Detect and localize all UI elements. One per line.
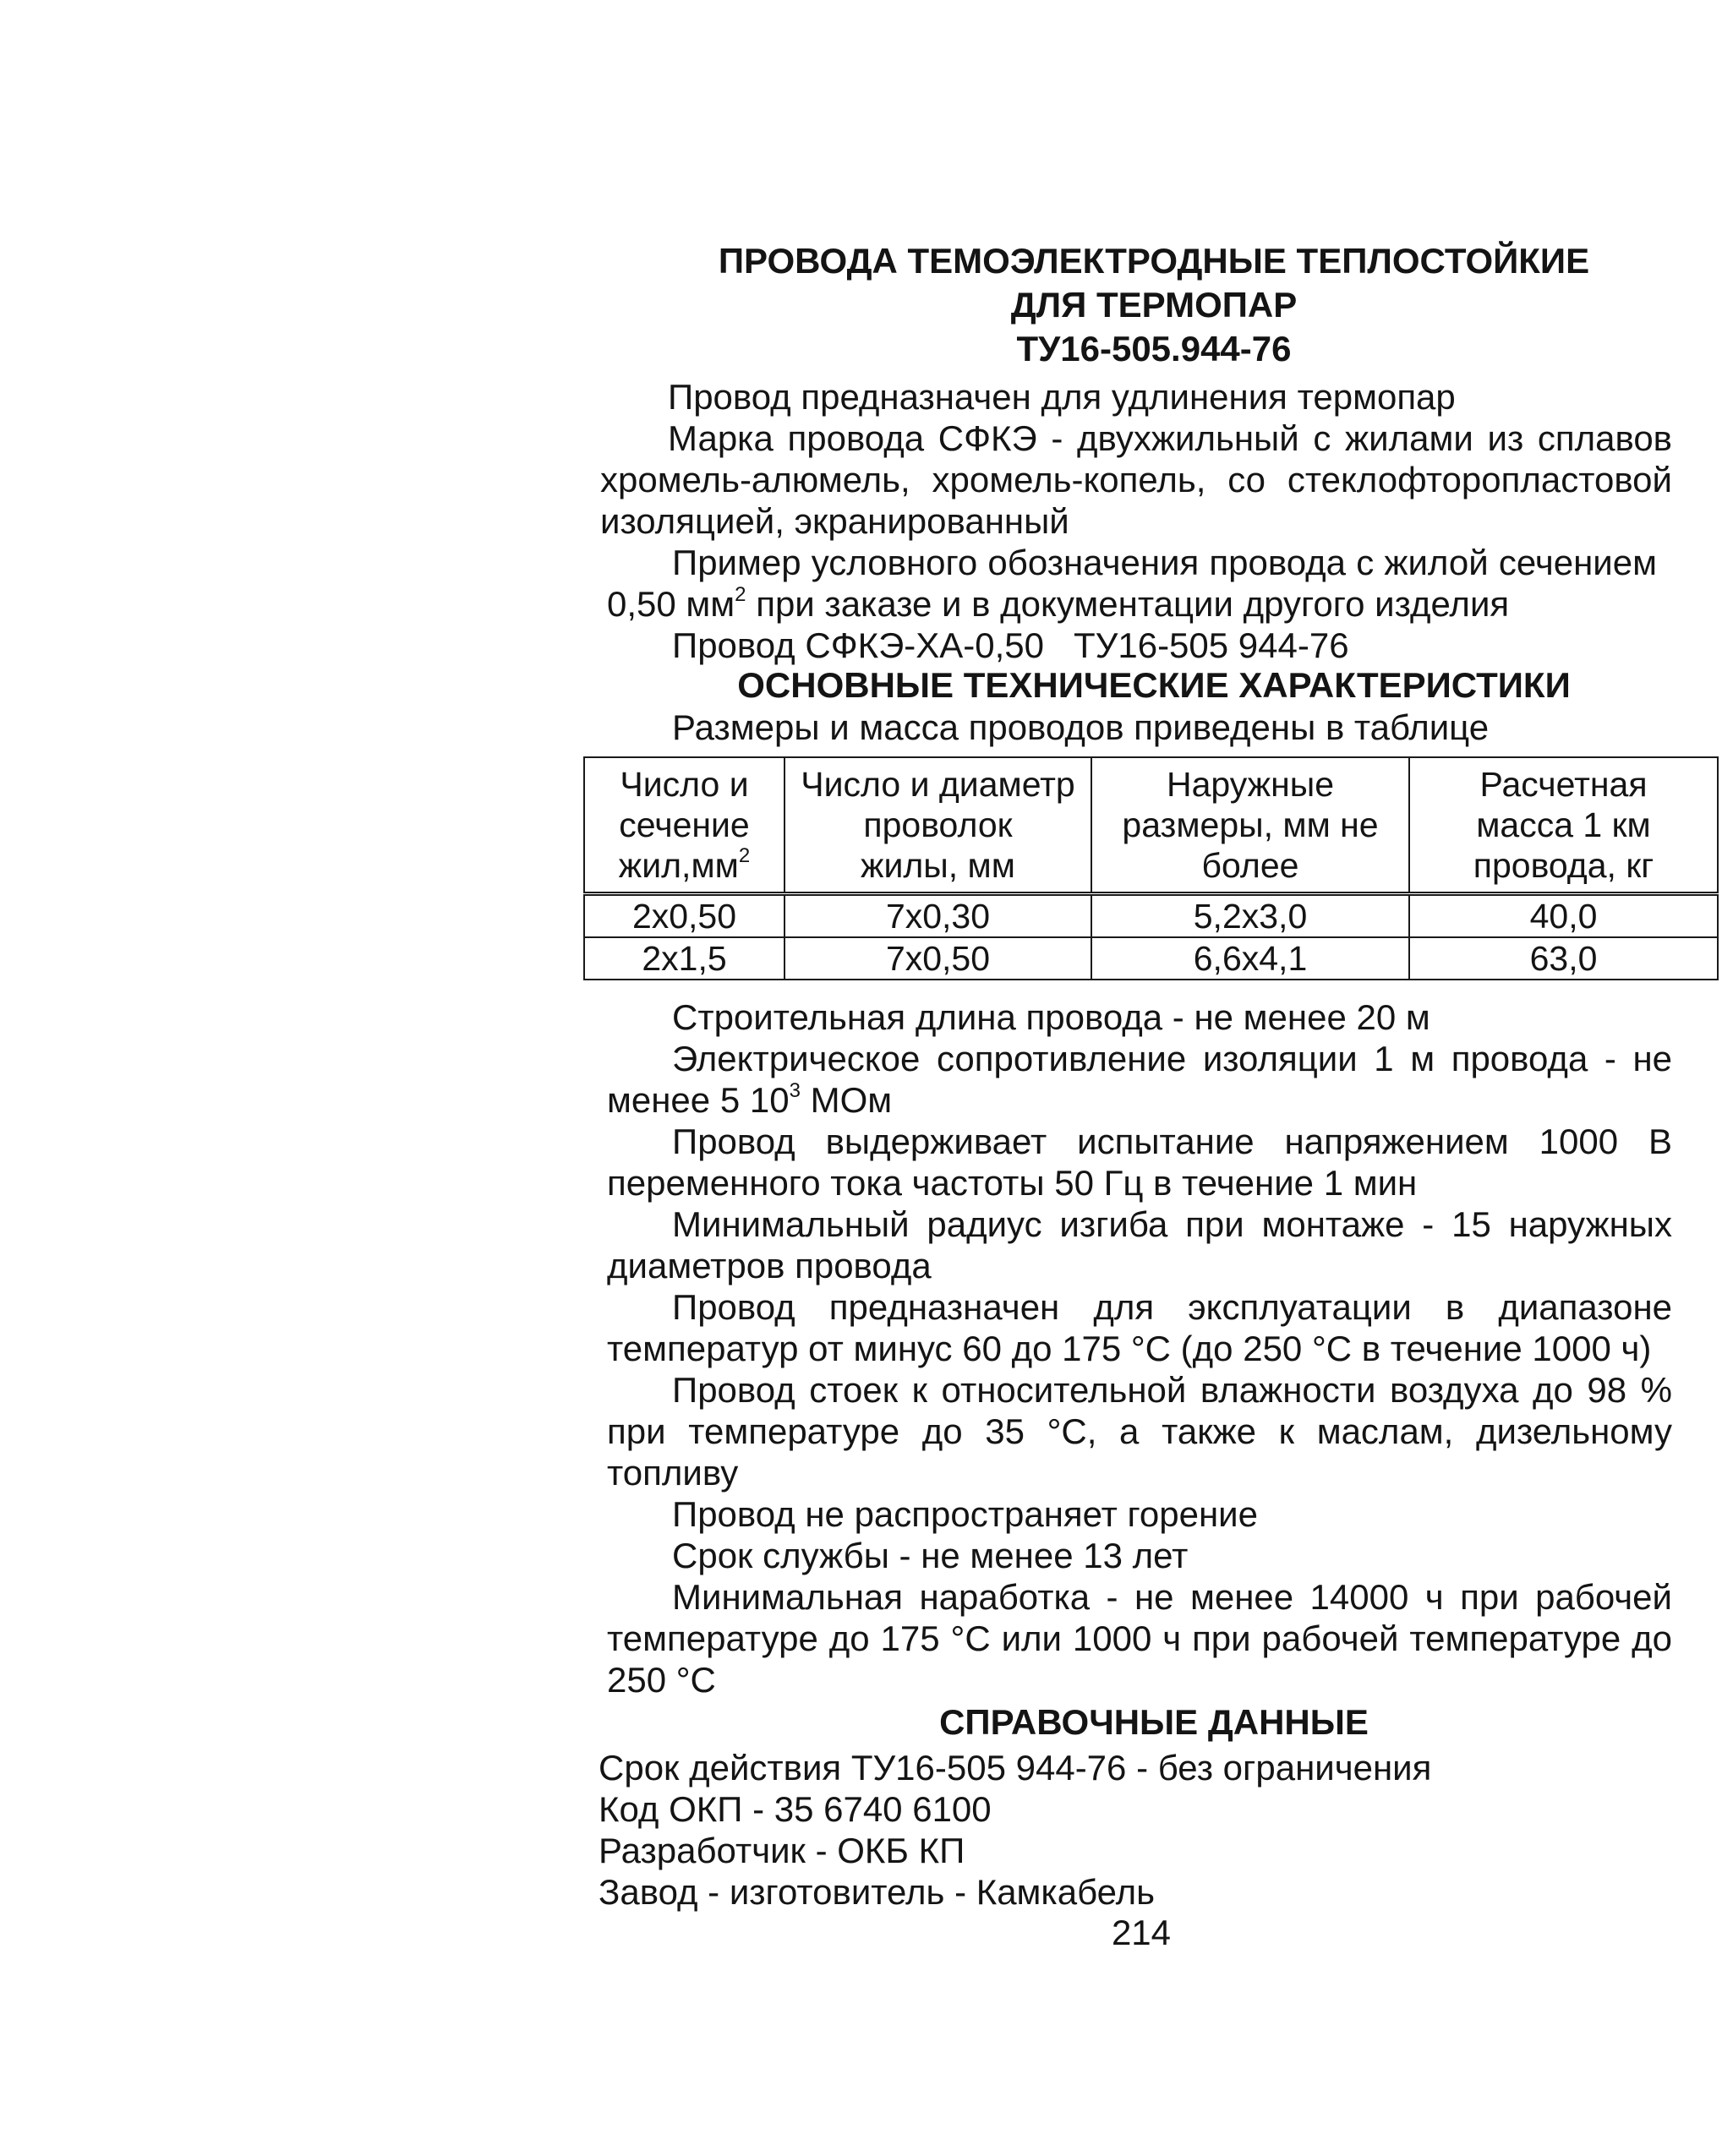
voltage-text-line1: Провод выдерживает испытание напряжением 1000 В — [672, 1122, 1672, 1161]
bend-text-line1: Минимальный радиус изгиба при монтаже - 15 наружных — [672, 1204, 1672, 1244]
header-mass: Расчетная масса 1 км провода, кг — [1409, 757, 1718, 894]
cell-cores-section: 2x1,5 — [584, 937, 784, 980]
fire-text: Провод не распространяет горение — [672, 1494, 1258, 1534]
table-caption: Размеры и масса проводов приведены в таблице — [672, 707, 1490, 747]
temperature-text-line1: Провод предназначен для эксплуатации в диапазоне — [672, 1287, 1672, 1327]
purpose-text: Провод предназначен для удлинения термопар — [668, 377, 1456, 417]
cell-wire-count-diameter: 7x0,30 — [784, 894, 1091, 938]
okp-code-text: Код ОКП - 35 6740 6100 — [599, 1789, 992, 1829]
example-text-rest: при заказе и в документации другого изделия — [746, 584, 1510, 624]
example-text-line1: Пример условного обозначения провода с жилой сечением — [672, 543, 1657, 582]
page-number: 214 — [1111, 1913, 1172, 1952]
brand-text-line2: хромель-алюмель, хромель-копель, со стеклофторопластовой — [600, 460, 1672, 499]
brand-text-line1: Марка провода СФКЭ - двухжильный с жилами из сплавов — [668, 418, 1672, 458]
header-wire-count-diameter: Число и диаметр проволок жилы, мм — [784, 757, 1091, 894]
table-header-row — [584, 757, 1718, 894]
document-standard-code: ТУ16-505.944-76 — [1016, 329, 1292, 368]
example-size-exponent: 2 — [735, 583, 746, 606]
cell-mass: 63,0 — [1409, 937, 1718, 980]
cell-outer-dimensions: 5,2x3,0 — [1091, 894, 1409, 938]
bend-text-line2: диаметров провода — [607, 1246, 932, 1285]
developer-text: Разработчик - ОКБ КП — [599, 1831, 965, 1870]
cell-wire-count-diameter: 7x0,50 — [784, 937, 1091, 980]
resistance-value: менее 5 10 — [607, 1080, 790, 1120]
designation-example: Провод СФКЭ-ХА-0,50 ТУ16-505 944-76 — [672, 625, 1349, 665]
humidity-text-line1: Провод стоек к относительной влажности воздуха до 98 % — [672, 1370, 1672, 1410]
header-outer-dimensions: Наружные размеры, мм не более — [1091, 757, 1409, 894]
mtbf-text-line1: Минимальная наработка - не менее 14000 ч при рабочей — [672, 1577, 1672, 1617]
dimensions-table — [583, 756, 1719, 980]
resistance-exponent: 3 — [789, 1079, 801, 1102]
resistance-unit: МОм — [800, 1080, 893, 1120]
table-row — [584, 937, 1718, 980]
temperature-text-line2: температур от минус 60 до 175 °С (до 250 °С в течение 1000 ч) — [607, 1329, 1652, 1368]
cell-outer-dimensions: 6,6x4,1 — [1091, 937, 1409, 980]
cell-cores-section: 2x0,50 — [584, 894, 784, 938]
example-size: 0,50 мм — [607, 584, 735, 624]
specs-heading: ОСНОВНЫЕ ТЕХНИЧЕСКИЕ ХАРАКТЕРИСТИКИ — [737, 665, 1571, 705]
document-title: ПРОВОДА ТЕМОЭЛЕКТРОДНЫЕ ТЕПЛОСТОЙКИЕ — [718, 241, 1590, 281]
document-title-line2: ДЛЯ ТЕРМОПАР — [1010, 285, 1298, 325]
header-cores-section: Число и сечение $жил,мм^2$ — [584, 757, 784, 894]
cell-mass: 40,0 — [1409, 894, 1718, 938]
lifetime-text: Срок службы - не менее 13 лет — [672, 1536, 1189, 1575]
resistance-text-line1: Электрическое сопротивление изоляции 1 м провода - не — [672, 1039, 1672, 1078]
voltage-text-line2: переменного тока частоты 50 Гц в течение 1 мин — [607, 1163, 1418, 1203]
example-text-line2 — [607, 583, 1509, 625]
humidity-text-line2: при температуре до 35 °С, а также к маслам, дизельному — [607, 1411, 1672, 1451]
brand-text-line3: изоляцией, экранированный — [600, 501, 1069, 541]
reference-heading: СПРАВОЧНЫЕ ДАННЫЕ — [939, 1702, 1369, 1742]
resistance-text-line2 — [607, 1079, 892, 1121]
mtbf-text-line2: температуре до 175 °С или 1000 ч при рабочей температуре до — [607, 1618, 1672, 1658]
length-text: Строительная длина провода - не менее 20 м — [672, 997, 1430, 1037]
table-row — [584, 894, 1718, 938]
mtbf-text-line3: 250 °С — [607, 1660, 716, 1700]
validity-text: Срок действия ТУ16-505 944-76 - без ограничения — [599, 1748, 1432, 1788]
manufacturer-text: Завод - изготовитель - Камкабель — [599, 1872, 1156, 1912]
humidity-text-line3: топливу — [607, 1453, 739, 1493]
